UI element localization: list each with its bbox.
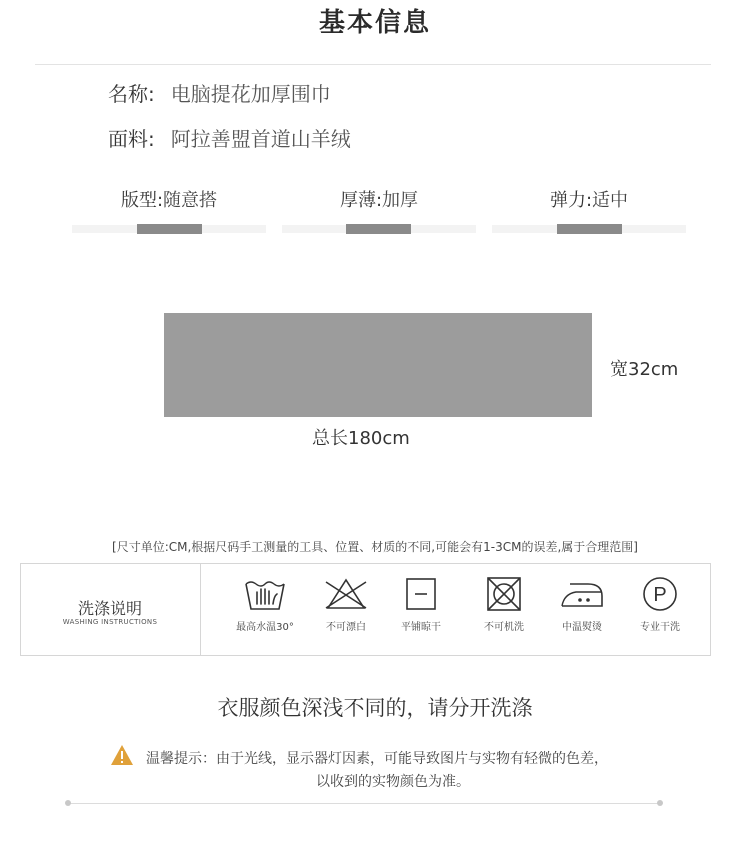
no-bleach-icon bbox=[322, 576, 370, 612]
attr-thickness-value: 加厚 bbox=[382, 190, 419, 211]
care-hand-wash-label: 最高水温30° bbox=[236, 622, 294, 633]
washing-title: 洗涤说明 bbox=[77, 599, 142, 618]
length-label: 总长180cm bbox=[312, 428, 410, 449]
dry-flat-icon bbox=[401, 576, 441, 612]
attr-thickness bbox=[282, 186, 476, 212]
tip-line-1: 温馨提示：由于光线，显示器灯因素，可能导致图片与实物有轻微的色差， bbox=[146, 751, 608, 767]
care-iron-medium bbox=[542, 576, 622, 633]
care-hand-wash bbox=[225, 576, 305, 633]
attr-fit-value: 随意搭 bbox=[163, 190, 218, 211]
care-dry-clean bbox=[620, 576, 700, 633]
footer-divider bbox=[68, 803, 660, 804]
size-note: [尺寸单位:CM,根据尺码手工测量的工具、位置、材质的不同,可能会有1-3CM的误差,属于合理范围] bbox=[112, 540, 638, 554]
dry-clean-icon bbox=[640, 576, 680, 612]
fit-scale-marker bbox=[137, 224, 202, 234]
care-no-machine-wash-label: 不可机洗 bbox=[484, 622, 524, 633]
title-divider bbox=[35, 64, 711, 65]
care-dry-flat bbox=[381, 576, 461, 633]
care-dry-clean-label: 专业干洗 bbox=[640, 622, 680, 633]
attr-fit-label: 版型: bbox=[120, 190, 164, 211]
info-name-value: 电脑提花加厚围巾 bbox=[170, 82, 331, 106]
width-label: 宽32cm bbox=[610, 359, 679, 380]
info-name-row bbox=[108, 78, 331, 107]
washing-divider bbox=[200, 563, 201, 656]
info-fabric-value: 阿拉善盟首道山羊绒 bbox=[170, 127, 351, 151]
page-title: 基本信息 bbox=[318, 8, 431, 38]
washing-subtitle: WASHING INSTRUCTIONS bbox=[62, 618, 158, 626]
attr-fit bbox=[72, 186, 266, 212]
warning-icon bbox=[110, 744, 134, 770]
iron-medium-icon bbox=[558, 576, 606, 612]
no-machine-wash-icon bbox=[484, 576, 524, 612]
thickness-scale-marker bbox=[346, 224, 411, 234]
care-dry-flat-label: 平铺晾干 bbox=[401, 622, 441, 633]
info-name-label: 名称: bbox=[108, 82, 155, 106]
dry-clean-symbol: P bbox=[653, 584, 667, 606]
attr-elasticity-label: 弹力: bbox=[549, 190, 593, 211]
care-iron-medium-label: 中温熨烫 bbox=[562, 622, 602, 633]
footer-dot-right bbox=[657, 800, 663, 806]
info-fabric-label: 面料: bbox=[108, 127, 155, 151]
attr-elasticity-value: 适中 bbox=[592, 190, 629, 211]
care-no-bleach-label: 不可漂白 bbox=[326, 622, 366, 633]
attr-thickness-label: 厚薄: bbox=[339, 190, 383, 211]
color-notice-headline: 衣服颜色深浅不同的，请分开洗涤 bbox=[217, 696, 533, 720]
hand-wash-icon bbox=[243, 576, 287, 612]
elasticity-scale-marker bbox=[557, 224, 622, 234]
attr-elasticity bbox=[492, 186, 686, 212]
care-no-bleach bbox=[306, 576, 386, 633]
info-fabric-row bbox=[108, 123, 351, 152]
care-no-machine-wash bbox=[464, 576, 544, 633]
scarf-size-swatch bbox=[164, 313, 592, 417]
footer-dot-left bbox=[65, 800, 71, 806]
tip-line-2: 以收到的实物颜色为准。 bbox=[316, 774, 470, 790]
